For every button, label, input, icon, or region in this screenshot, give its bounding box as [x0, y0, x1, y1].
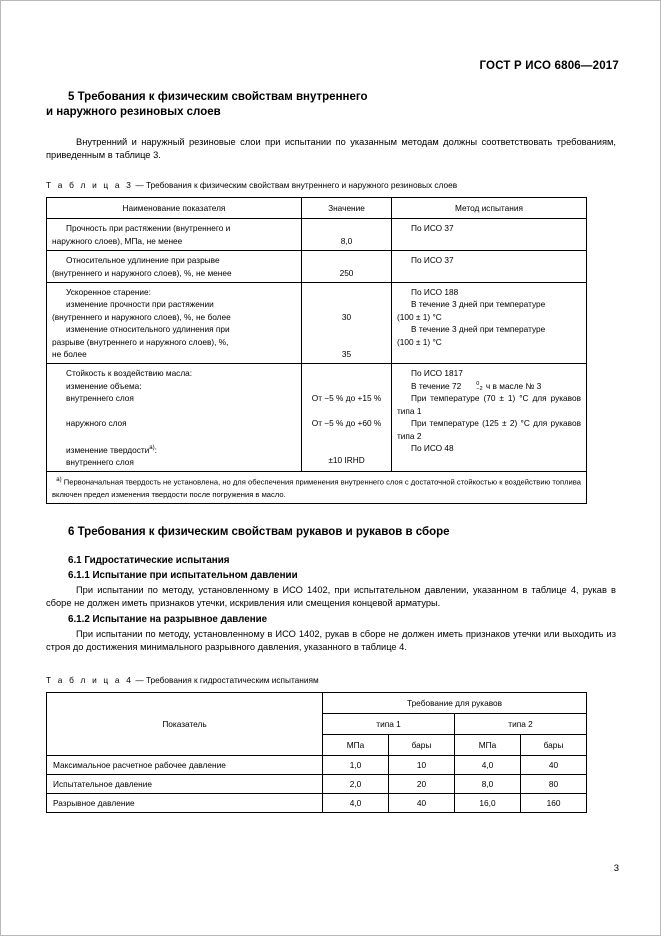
- table-3-r2-name: [47, 251, 302, 283]
- value: 35: [341, 349, 352, 360]
- table-4-r2-t1-mpa: 2,0: [323, 775, 389, 794]
- footnote-marker: a): [149, 444, 155, 451]
- line: В течение 3 дней при температуре: [411, 299, 546, 310]
- table-row: [47, 219, 587, 251]
- table-4-r3-t2-bar: 160: [521, 794, 587, 813]
- table-4-r1-t2-bar: 40: [521, 756, 587, 775]
- line: изменение объема:: [66, 380, 142, 391]
- line: При температуре (125 ± 2) °C для рукавов типа 2: [397, 418, 581, 441]
- section-5-intro: Внутренний и наружный резиновые слои при испытании по указанным методам должны соответствовать требованиям, приведенным в таблице 3.: [46, 137, 616, 161]
- section-6-1-1-heading: 6.1.1 Испытание при испытательном давлении: [68, 570, 298, 582]
- tolerance-stack: [462, 382, 482, 392]
- line: внутреннего слоя: [66, 457, 134, 468]
- table-3-r4-value: [302, 364, 392, 472]
- line: (100 ± 1) °C: [397, 336, 442, 347]
- table-3-r1-value: [302, 219, 392, 251]
- table-row: [47, 251, 587, 283]
- line: (внутреннего и наружного слоев), %, не более: [52, 311, 231, 322]
- line: внутреннего слоя: [66, 393, 134, 404]
- table-4-r3-t1-mpa: 4,0: [323, 794, 389, 813]
- section-6-1-1-paragraph: При испытании по методу, установленному в ИСО 1402, при испытательном давлении, указанном в таблице 4, рукав в сборе не должен иметь признаков утечки, искривления или смещения концевой арматуры.: [46, 585, 616, 609]
- table-4-col-group: Требование для рукавов: [323, 693, 587, 714]
- line: изменение твердости$^{a)}$:: [66, 444, 157, 455]
- page-number: 3: [613, 863, 619, 874]
- section-6-1-2-paragraph: При испытании по методу, установленному в ИСО 1402, рукав в сборе не должен иметь признаков утечки или выходить из строя до достижения минимального разрывного давления, указанного в таблице 4.: [46, 628, 616, 652]
- footnote-marker: a): [56, 477, 62, 484]
- table-4-r2-t2-bar: 80: [521, 775, 587, 794]
- table-3-col-value: Значение: [302, 198, 392, 219]
- value: От −5 % до +60 %: [311, 418, 382, 429]
- table-4-r3-t1-bar: 40: [389, 794, 455, 813]
- table-row: [47, 794, 587, 813]
- table-row: [47, 756, 587, 775]
- section-5-heading: [46, 90, 616, 120]
- table-4-r1-name: Максимальное расчетное рабочее давление: [47, 756, 323, 775]
- table-row: [47, 283, 587, 364]
- table-row: [47, 364, 587, 472]
- line: В течение 3 дней при температуре: [411, 324, 546, 335]
- value: 8,0: [340, 235, 353, 246]
- table-4-r2-t2-mpa: 8,0: [455, 775, 521, 794]
- footnote-text: Первоначальная твердость не установлена, но для обеспечения применения внутреннего слоя с достаточной стойкостью к воздействию топлива включен предел изменения твердости после погружения в масло.: [52, 478, 581, 499]
- table-3-header-row: [47, 198, 587, 219]
- section-5-heading-line1: 5 Требования к физическим свойствам внутреннего: [68, 91, 368, 103]
- line: Ускоренное старение:: [66, 287, 151, 298]
- table-4-r1-t1-bar: 10: [389, 756, 455, 775]
- table-3-r3-value: [302, 283, 392, 364]
- table-4-col-type2-mpa: МПа: [455, 735, 521, 756]
- line: По ИСО 37: [411, 223, 454, 234]
- line: По ИСО 188: [411, 287, 459, 298]
- section-6-1-2-heading: 6.1.2 Испытание на разрывное давление: [68, 613, 268, 625]
- table-3-footnote-row: [47, 472, 587, 504]
- table-3-col-method: Метод испытания: [392, 198, 587, 219]
- table-4-caption: [46, 674, 616, 686]
- line: Прочность при растяжении (внутреннего и: [66, 223, 231, 234]
- table-4-r3-name: Разрывное давление: [47, 794, 323, 813]
- table-4-r1-t2-mpa: 4,0: [455, 756, 521, 775]
- value: 250: [339, 267, 354, 278]
- table-3-caption: [46, 179, 616, 191]
- line: При температуре (70 ± 1) °C для рукавов типа 1: [397, 393, 581, 416]
- table-3-caption-text: — Требования к физическим свойствам внутреннего и наружного резиновых слоев: [133, 180, 458, 191]
- line: По ИСО 1817: [411, 368, 463, 379]
- table-4-col-type1: типа 1: [323, 714, 455, 735]
- line: изменение относительного удлинения при: [66, 324, 230, 335]
- table-3-r2-value: [302, 251, 392, 283]
- running-header: ГОСТ Р ИСО 6806—2017: [479, 60, 619, 72]
- value: От −5 % до +15 %: [311, 393, 382, 404]
- line: наружного слоя: [66, 418, 127, 429]
- duration-value: 72: [451, 380, 462, 391]
- table-3-footnote: [47, 472, 587, 504]
- line: изменение прочности при растяжении: [66, 299, 214, 310]
- table-4-col-type2: типа 2: [455, 714, 587, 735]
- table-4-r2-name: Испытательное давление: [47, 775, 323, 794]
- table-4-col-type2-bar: бары: [521, 735, 587, 756]
- section-6-heading: 6 Требования к физическим свойствам рукавов и рукавов в сборе: [68, 526, 450, 539]
- line: не более: [52, 349, 87, 360]
- table-3-caption-label: Т а б л и ц а 3: [46, 180, 134, 191]
- line: Стойкость к воздействию масла:: [66, 368, 193, 379]
- table-4-col-indicator: Показатель: [47, 693, 323, 756]
- tolerance-upper: 0: [476, 380, 480, 387]
- table-4-col-type1-bar: бары: [389, 735, 455, 756]
- table-3-r1-name: [47, 219, 302, 251]
- table-4-col-type1-mpa: МПа: [323, 735, 389, 756]
- hardness-label: изменение твердости: [66, 444, 150, 455]
- line: В течение 72 0 −2 ч в масле № 3: [411, 380, 542, 392]
- table-3-r3-method: [392, 283, 587, 364]
- line: разрыве (внутреннего и наружного слоев), %,: [52, 336, 229, 347]
- table-3: [46, 197, 587, 504]
- table-3-r3-name: [47, 283, 302, 364]
- page-content: [46, 88, 616, 813]
- section-6-1-heading: 6.1 Гидростатические испытания: [68, 555, 230, 567]
- line: наружного слоев), МПа, не менее: [52, 235, 183, 246]
- table-3-col-name: Наименование показателя: [47, 198, 302, 219]
- section-5-heading-line2: и наружного резиновых слоев: [46, 106, 221, 118]
- line: (100 ± 1) °C: [397, 311, 442, 322]
- table-4-r2-t1-bar: 20: [389, 775, 455, 794]
- table-4: [46, 692, 587, 813]
- value: 30: [341, 311, 352, 322]
- line: (внутреннего и наружного слоев), %, не менее: [52, 267, 232, 278]
- table-3-r2-method: [392, 251, 587, 283]
- table-4-caption-label: Т а б л и ц а 4: [46, 675, 134, 686]
- table-4-caption-text: — Требования к гидростатическим испытаниям: [133, 675, 319, 686]
- tolerance-lower: −2: [476, 385, 483, 392]
- table-4-header-row-1: [47, 693, 587, 714]
- table-3-r4-name: [47, 364, 302, 472]
- table-3-r4-method: [392, 364, 587, 472]
- table-4-r1-t1-mpa: 1,0: [323, 756, 389, 775]
- line: По ИСО 48: [411, 442, 454, 453]
- line: Относительное удлинение при разрыве: [66, 255, 220, 266]
- table-4-r3-t2-mpa: 16,0: [455, 794, 521, 813]
- table-3-r1-method: [392, 219, 587, 251]
- value: ±10 IRHD: [328, 455, 365, 466]
- table-row: [47, 775, 587, 794]
- line: По ИСО 37: [411, 255, 454, 266]
